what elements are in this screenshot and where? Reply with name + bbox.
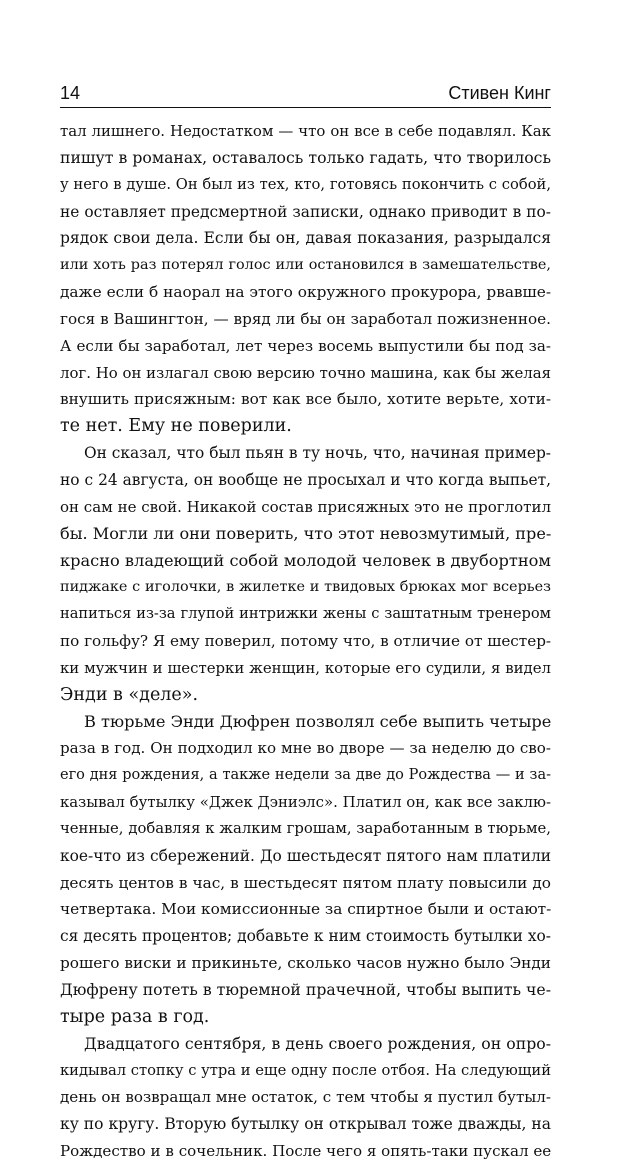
text-line: лог. Но он излагал свою версию точно машина, как бы желая (60, 363, 551, 382)
paragraph-last-line: Энди в «деле». (60, 684, 199, 705)
text-line: А если бы заработал, лет через восемь выпустили бы под за- (60, 336, 551, 355)
text-line: рядок свои дела. Если бы он, давая показания, разрыдался (60, 229, 551, 248)
text-line: раза в год. Он подходил ко мне во дворе — за неделю до сво- (60, 739, 551, 758)
text-line: кое-что из сбережений. До шестьдесят пятого нам платили (60, 846, 551, 865)
paragraph-first-line: Он сказал, что был пьян в ту ночь, что, начиная пример- (84, 444, 551, 463)
text-line: но с 24 августа, он вообще не просыхал и что когда выпьет, (60, 470, 551, 489)
text-line: четвертака. Мои комиссионные за спиртное были и остают- (60, 900, 551, 919)
text-line: ся десять процентов; добавьте к ним стоимость бутылки хо- (60, 927, 551, 946)
paragraph-first-line: В тюрьме Энди Дюфрен позволял себе выпить четыре (84, 711, 551, 731)
text-line: казывал бутылку «Джек Дэниэлс». Платил он, как все заклю- (60, 793, 551, 812)
text-line: напиться из-за глупой интрижки жены с заштатным тренером (60, 605, 551, 623)
text-line: бы. Могли ли они поверить, что этот невозмутимый, пре- (60, 523, 551, 543)
text-line: кидывал стопку с утра и еще одну после отбоя. На следующий (60, 1061, 551, 1079)
page-header (60, 82, 551, 106)
text-line: день он возвращал мне остаток, с тем чтобы я пустил бутыл- (60, 1088, 551, 1107)
text-line: рошего виски и прикиньте, сколько часов нужно было Энди (60, 954, 551, 973)
running-head-author: Стивен Кинг (448, 83, 551, 103)
text-line: красно владеющий собой молодой человек в двубортном (60, 550, 551, 570)
text-line: ки мужчин и шестерки женщин, которые его судили, я видел (60, 658, 551, 677)
text-line: по гольфу? Я ему поверил, потому что, в отличие от шестер- (60, 632, 551, 651)
text-line: у него в душе. Он был из тех, кто, готовясь покончить с собой, (60, 175, 551, 193)
text-line: даже если б наорал на этого окружного прокурора, рвавше- (60, 283, 551, 302)
text-line: ку по кругу. Вторую бутылку он открывал тоже дважды, на (60, 1115, 551, 1134)
text-line: пишут в романах, оставалось только гадать, что творилось (60, 147, 551, 167)
text-line: не оставляет предсмертной записки, однако приводит в по- (60, 202, 551, 221)
text-line: или хоть раз потерял голос или остановился в замешательстве, (60, 257, 551, 274)
text-line: он сам не свой. Никакой состав присяжных это не проглотил (60, 497, 551, 516)
text-line: Рождество и в сочельник. После чего я опять-таки пускал ее (60, 1142, 551, 1161)
paragraph-first-line: Двадцатого сентября, в день своего рождения, он опро- (84, 1033, 551, 1053)
paragraph-last-line: тыре раза в год. (60, 1006, 210, 1027)
text-line: пиджаке с иголочки, в жилетке и твидовых брюках мог всерьез (60, 579, 551, 596)
header-rule (60, 107, 551, 108)
text-line: тал лишнего. Недостатком — что он все в себе подавлял. Как (60, 122, 551, 140)
paragraph-last-line: те нет. Ему не поверили. (60, 416, 292, 437)
text-line: Дюфрену потеть в тюремной прачечной, чтобы выпить че- (60, 980, 551, 999)
text-line: внушить присяжным: вот как все было, хотите верьте, хоти- (60, 390, 551, 409)
page-number: 14 (60, 83, 81, 103)
text-line: ченные, добавляя к жалким грошам, заработанным в тюрьме, (60, 819, 551, 837)
body-text (60, 118, 551, 1165)
text-line: десять центов в час, в шестьдесят пятом плату повысили до (60, 873, 551, 892)
text-line: его дня рождения, а также недели за две до Рождества — и за- (60, 767, 551, 784)
text-line: гося в Вашингтон, — вряд ли бы он заработал пожизненное. (60, 309, 551, 328)
